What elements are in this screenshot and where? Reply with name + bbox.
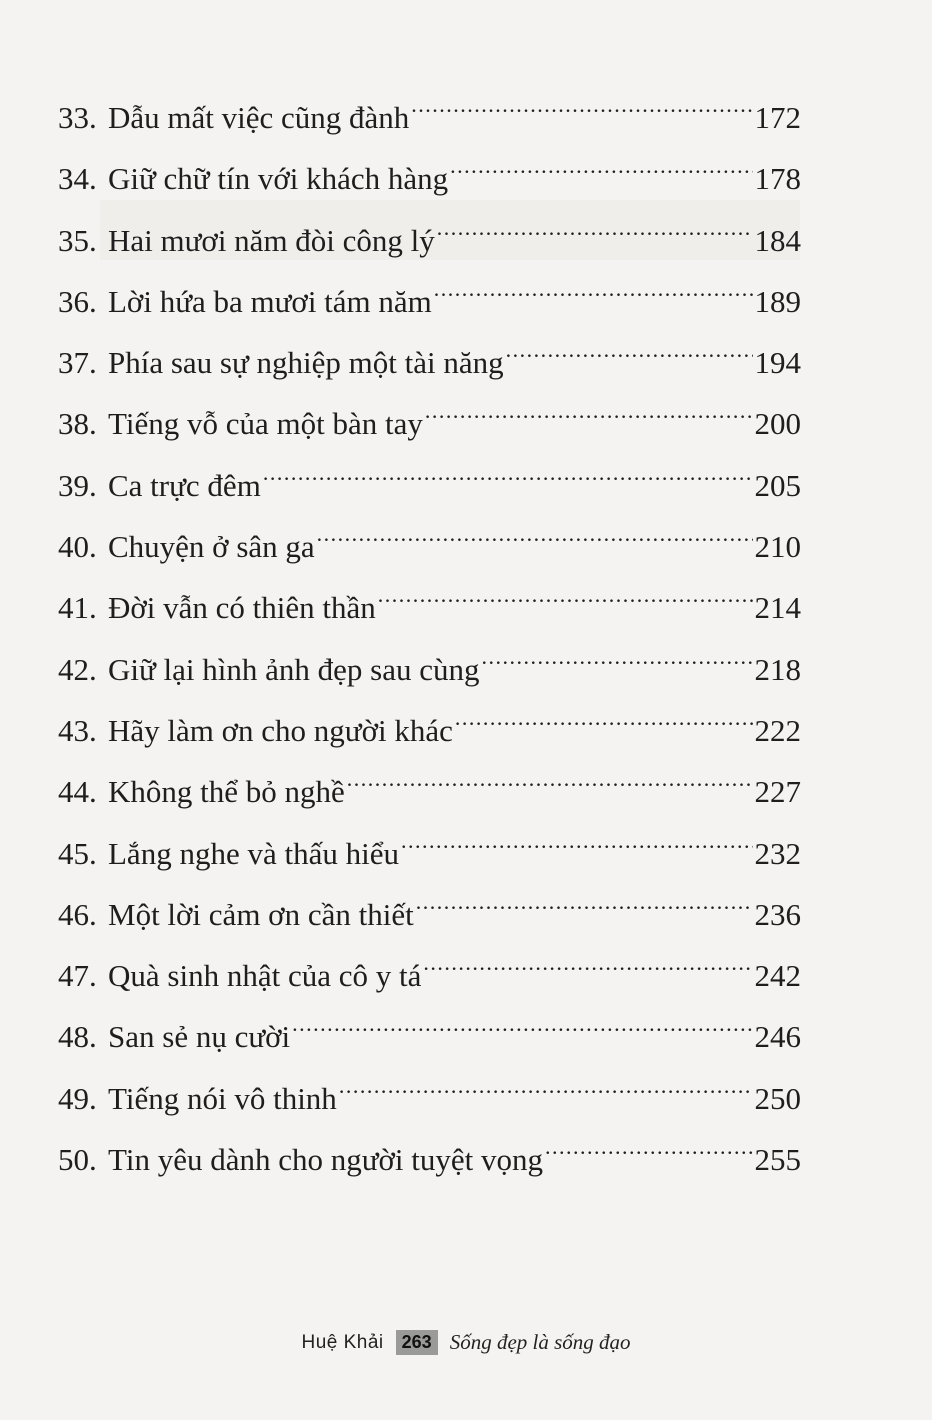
toc-entry-title: Phía sau sự nghiệp một tài năng — [108, 345, 504, 381]
toc-entry-page: 194 — [754, 345, 801, 381]
toc-entry-number: 49. — [58, 1080, 97, 1116]
toc-entry-number: 36. — [58, 283, 97, 319]
toc-entry-page: 214 — [754, 590, 801, 626]
toc-entry-page: 210 — [754, 529, 801, 565]
toc-entry — [58, 276, 801, 337]
toc-entry-page: 172 — [754, 100, 801, 135]
toc-entry — [58, 889, 801, 950]
footer-page-number: 263 — [396, 1330, 438, 1355]
toc-entry — [58, 460, 801, 521]
toc-entry — [58, 705, 801, 766]
toc-entry-title: Hai mươi năm đòi công lý — [108, 222, 435, 258]
toc-dot-leader — [455, 710, 753, 741]
toc-entry-title: Đời vẫn có thiên thần — [108, 590, 376, 626]
toc-dot-leader — [425, 403, 753, 434]
toc-entry — [58, 582, 801, 643]
toc-dot-leader — [401, 833, 753, 864]
toc-entry-page: 222 — [754, 712, 801, 748]
footer-book-title: Sống đẹp là sống đạo — [449, 1330, 631, 1354]
toc-entry — [58, 1073, 801, 1134]
toc-entry-number: 35. — [58, 222, 97, 258]
toc-entry-number: 41. — [58, 590, 97, 626]
toc-entry-title: Hãy làm ơn cho người khác — [108, 712, 453, 748]
toc-dot-leader — [347, 771, 753, 802]
toc-entry-number: 42. — [58, 651, 97, 687]
toc-entry-number: 48. — [58, 1019, 97, 1055]
toc-entry-title: Giữ lại hình ảnh đẹp sau cùng — [108, 651, 480, 687]
toc-dot-leader — [434, 281, 753, 312]
toc-entry — [58, 215, 801, 276]
toc-dot-leader — [292, 1016, 752, 1047]
toc-entry-page: 250 — [754, 1080, 801, 1116]
toc-entry-number: 46. — [58, 896, 97, 932]
toc-entry — [58, 644, 801, 705]
toc-entry — [58, 521, 801, 582]
toc-entry-title: San sẻ nụ cười — [108, 1019, 291, 1055]
toc-entry — [58, 1011, 801, 1072]
toc-entry-title: Một lời cảm ơn cần thiết — [108, 896, 414, 932]
toc-entry-number: 44. — [58, 774, 97, 810]
table-of-contents — [58, 92, 801, 1195]
toc-entry-number: 38. — [58, 406, 97, 442]
toc-entry-title: Giữ chữ tín với khách hàng — [108, 161, 449, 197]
toc-entry-title: Không thể bỏ nghề — [108, 774, 345, 810]
toc-entry-page: 178 — [754, 161, 801, 197]
toc-entry — [58, 950, 801, 1011]
toc-entry-page: 236 — [754, 896, 801, 932]
toc-entry-title: Dẫu mất việc cũng đành — [108, 100, 410, 135]
toc-entry-title: Chuyện ở sân ga — [108, 529, 315, 565]
toc-entry-page: 189 — [754, 283, 801, 319]
toc-entry-number: 43. — [58, 712, 97, 748]
toc-entry-page: 255 — [754, 1142, 801, 1178]
toc-entry-title: Tiếng vỗ của một bàn tay — [108, 406, 423, 442]
toc-entry-number: 37. — [58, 345, 97, 381]
toc-entry — [58, 398, 801, 459]
toc-entry-page: 218 — [754, 651, 801, 687]
toc-entry-page: 246 — [754, 1019, 801, 1055]
toc-entry-page: 200 — [754, 406, 801, 442]
toc-entry-page: 184 — [754, 222, 801, 258]
footer-author: Huệ Khải — [301, 1331, 384, 1353]
toc-dot-leader — [263, 465, 753, 496]
toc-entry-number: 50. — [58, 1142, 97, 1178]
toc-entry — [58, 828, 801, 889]
toc-dot-leader — [450, 158, 752, 189]
toc-entry-title: Lắng nghe và thấu hiểu — [108, 835, 399, 871]
toc-dot-leader — [317, 526, 753, 557]
toc-dot-leader — [545, 1139, 752, 1170]
toc-entry — [58, 153, 801, 214]
toc-entry-number: 39. — [58, 467, 97, 503]
toc-dot-leader — [437, 220, 753, 251]
toc-entry-page: 232 — [754, 835, 801, 871]
toc-dot-leader — [506, 342, 753, 373]
toc-dot-leader — [416, 894, 753, 925]
toc-entry-title: Ca trực đêm — [108, 467, 261, 503]
toc-entry — [58, 766, 801, 827]
toc-dot-leader — [482, 649, 753, 680]
toc-entry — [58, 337, 801, 398]
toc-dot-leader — [423, 955, 752, 986]
toc-dot-leader — [378, 587, 753, 618]
toc-dot-leader — [339, 1078, 753, 1109]
toc-entry-title: Lời hứa ba mươi tám năm — [108, 283, 432, 319]
toc-entry-title: Tiếng nói vô thinh — [108, 1080, 337, 1116]
toc-dot-leader — [411, 97, 752, 128]
page-footer — [0, 1330, 932, 1355]
toc-entry-page: 227 — [754, 774, 801, 810]
toc-entry-title: Quà sinh nhật của cô y tá — [108, 958, 422, 994]
toc-entry-page: 242 — [754, 958, 801, 994]
toc-entry — [58, 92, 801, 153]
toc-entry-number: 34. — [58, 161, 97, 197]
toc-entry-number: 33. — [58, 100, 97, 135]
toc-entry-number: 40. — [58, 529, 97, 565]
toc-entry-number: 47. — [58, 958, 97, 994]
toc-entry-title: Tin yêu dành cho người tuyệt vọng — [108, 1142, 544, 1178]
toc-entry-number: 45. — [58, 835, 97, 871]
toc-entry — [58, 1134, 801, 1195]
toc-entry-page: 205 — [754, 467, 801, 503]
